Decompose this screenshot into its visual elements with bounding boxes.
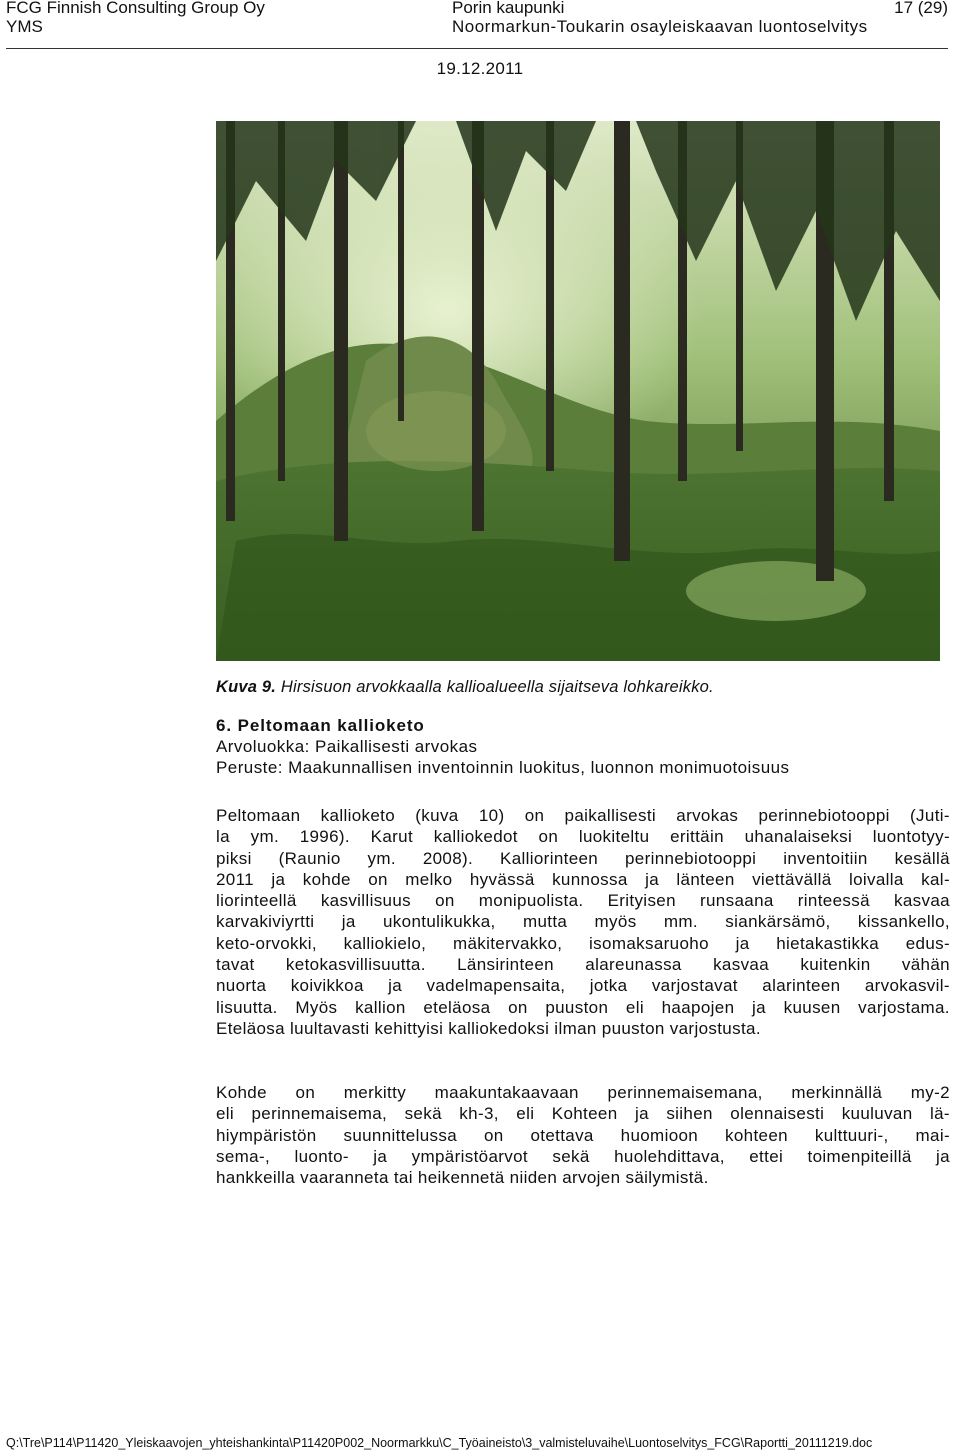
paragraph-line: la ym. 1996). Karut kalliokedot on luokiteltu erittäin uhanalaiseksi luontotyy- xyxy=(216,827,950,847)
paragraph-line: tavat ketokasvillisuutta. Länsirinteen alareunassa kasvaa kuitenkin vähän xyxy=(216,955,950,975)
caption-text: Hirsisuon arvokkaalla kallioalueella sijaitseva lohkareikko. xyxy=(280,678,714,696)
header-unit: YMS xyxy=(6,17,43,36)
paragraph-line: Peltomaan kallioketo (kuva 10) on paikallisesti arvokas perinnebiotooppi (Juti- xyxy=(216,806,950,825)
paragraph-line: karvakiviyrtti ja ukontulikukka, mutta myös mm. siankärsämö, kissankello, xyxy=(216,912,950,932)
basis-line: Peruste: Maakunnallisen inventoinnin luokitus, luonnon monimuotoisuus xyxy=(216,758,790,777)
paragraph-line: 2011 ja kohde on melko hyvässä kunnossa ja länteen viettävällä loivalla kal- xyxy=(216,869,950,889)
forest-photo xyxy=(216,121,940,661)
paragraph-line: eli perinnemaisema, sekä kh-3, eli Kohteen ja siihen olennaisesti kuuluvan lä- xyxy=(216,1104,950,1124)
paragraph-line: hankkeilla vaaranneta tai heikennetä niiden arvojen säilymistä. xyxy=(216,1168,709,1188)
planning-paragraph xyxy=(216,1082,950,1188)
section-title: 6. Peltomaan kallioketo xyxy=(216,716,425,735)
caption-label: Kuva 9. xyxy=(216,678,277,696)
header-page-number: 17 (29) xyxy=(894,0,948,17)
footer-file-path: Q:\Tre\P114\P11420_Yleiskaavojen_yhteishankinta\P11420P002_Noormarkku\C_Työaineisto\3_valmisteluvaihe\Luontoselvitys_FCG\Raportti_20111219.doc xyxy=(6,1436,873,1450)
header-divider xyxy=(6,48,948,49)
header-document-title: Noormarkun-Toukarin osayleiskaavan luontoselvitys xyxy=(452,17,868,36)
paragraph-line: lisuutta. Myös kallion eteläosa on puuston eli haapojen ja kuusen varjostama. xyxy=(216,997,950,1017)
paragraph-line: liorinteellä kasvillisuus on monipuolista. Erityisen runsaana rinteessä kasvaa xyxy=(216,891,950,911)
header-client: Porin kaupunki xyxy=(452,0,565,17)
value-class-line: Arvoluokka: Paikallisesti arvokas xyxy=(216,737,478,756)
header-organization: FCG Finnish Consulting Group Oy xyxy=(6,0,265,17)
figure-caption xyxy=(216,677,714,697)
paragraph-line: keto-orvokki, kalliokielo, mäkitervakko, isomaksaruoho ja hietakastikka edus- xyxy=(216,933,950,953)
header-date: 19.12.2011 xyxy=(436,59,524,78)
paragraph-line: Kohde on merkitty maakuntakaavaan perinnemaisemana, merkinnällä my-2 xyxy=(216,1083,950,1102)
paragraph-line: nuorta koivikkoa ja vadelmapensaita, jotka varjostavat alarinteen arvokasvil- xyxy=(216,976,950,996)
paragraph-line: sema-, luonto- ja ympäristöarvot sekä huolehdittava, ettei toimenpiteillä ja xyxy=(216,1146,950,1166)
paragraph-line: piksi (Raunio ym. 2008). Kalliorinteen perinnebiotooppi inventoitiin kesällä xyxy=(216,848,950,868)
description-paragraph xyxy=(216,805,950,1039)
paragraph-line: Eteläosa luultavasti kehittyisi kalliokedoksi ilman puuston varjostusta. xyxy=(216,1018,761,1038)
paragraph-line: hiympäristön suunnittelussa on otettava huomioon kohteen kulttuuri-, mai- xyxy=(216,1125,950,1145)
